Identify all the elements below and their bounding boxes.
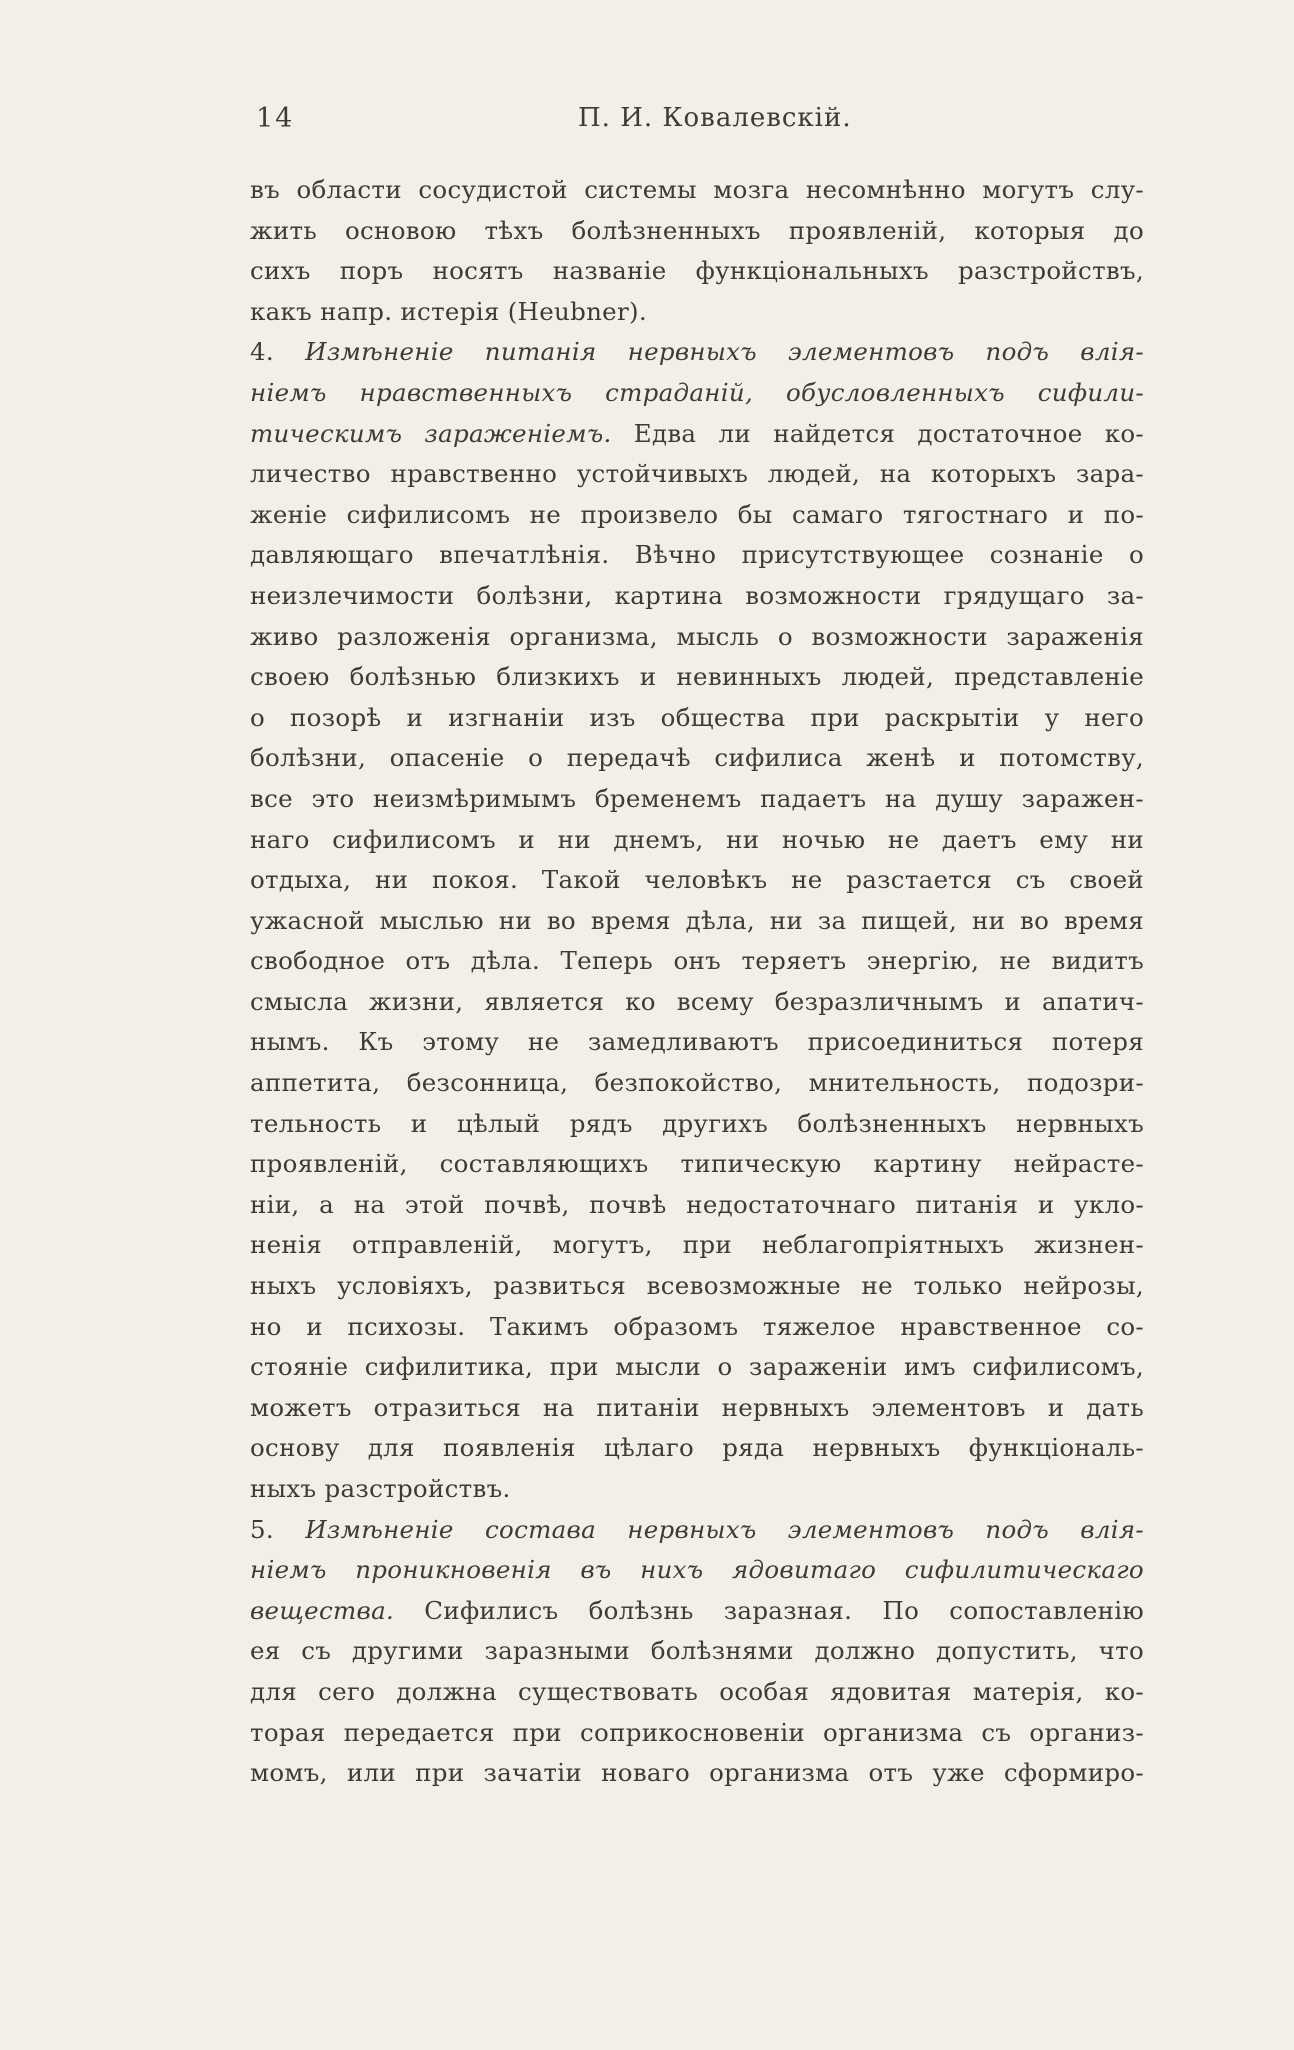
- text-line: [250, 1347, 1144, 1388]
- text-segment: Сифилисъ болѣзнь заразная. По сопоставленію: [394, 1595, 1144, 1625]
- text-line: [250, 211, 1144, 252]
- text-segment: торая передается при соприкосновеніи организма съ организ-: [250, 1717, 1144, 1747]
- text-line: [250, 292, 1144, 333]
- text-segment: въ области сосудистой системы мозга несомнѣнно могутъ слу-: [250, 175, 1144, 204]
- italic-heading-segment: ніемъ нравственныхъ страданій, обусловленныхъ сифили-: [250, 377, 1144, 407]
- text-line: [250, 1510, 1144, 1551]
- text-line: [250, 738, 1144, 779]
- page-number: 14: [256, 103, 295, 134]
- text-line: [250, 1104, 1144, 1145]
- text-line: [250, 1631, 1144, 1672]
- text-segment: своею болѣзнью близкихъ и невинныхъ людей, представленіе: [250, 662, 1144, 692]
- body-text: [250, 170, 1144, 1794]
- text-line: [250, 1022, 1144, 1063]
- text-segment: ненія отправленій, могутъ, при неблагопріятныхъ жизнен-: [250, 1230, 1144, 1260]
- text-line: [250, 617, 1144, 658]
- text-line: [250, 901, 1144, 942]
- text-segment: ныхъ разстройствъ.: [250, 1474, 511, 1503]
- text-segment: наго сифилисомъ и ни днемъ, ни ночью не даетъ ему ни: [250, 824, 1144, 854]
- text-segment: сихъ поръ носятъ названіе функціональныхъ разстройствъ,: [250, 256, 1144, 286]
- text-line: [250, 982, 1144, 1023]
- text-segment: какъ напр. истерія (Heubner).: [250, 296, 647, 326]
- text-segment: ніи, а на этой почвѣ, почвѣ недостаточнаго питанія и укло-: [250, 1189, 1144, 1219]
- italic-heading-segment: Измѣненіе питанія нервныхъ элементовъ подъ влія-: [305, 337, 1144, 367]
- text-line: [250, 1672, 1144, 1713]
- running-title: П. И. Ковалевскій.: [578, 103, 852, 133]
- text-line: [250, 860, 1144, 901]
- text-line: [250, 779, 1144, 820]
- text-segment: проявленій, составляющихъ типическую картину нейрасте-: [250, 1149, 1144, 1179]
- text-line: [250, 698, 1144, 739]
- text-line: [250, 1266, 1144, 1307]
- text-line: [250, 1591, 1144, 1632]
- text-line: [250, 373, 1144, 414]
- text-segment: 5.: [250, 1514, 306, 1544]
- text-segment: ужасной мыслью ни во время дѣла, ни за пищей, ни во время: [250, 905, 1144, 935]
- text-line: [250, 1225, 1144, 1266]
- text-segment: личество нравственно устойчивыхъ людей, на которыхъ зара-: [250, 459, 1144, 489]
- text-line: [250, 1753, 1144, 1794]
- text-line: [250, 576, 1144, 617]
- text-segment: ныхъ условіяхъ, развиться всевозможные не только нейрозы,: [250, 1271, 1144, 1301]
- text-segment: но и психозы. Такимъ образомъ тяжелое нравственное со-: [250, 1311, 1144, 1341]
- text-segment: ея съ другими заразными болѣзнями должно допустить, что: [250, 1636, 1144, 1666]
- text-line: [250, 1713, 1144, 1754]
- text-segment: живо разложенія организма, мысль о возможности зараженія: [250, 621, 1144, 651]
- text-line: [250, 170, 1144, 211]
- text-line: [250, 657, 1144, 698]
- text-segment: тельность и цѣлый рядъ другихъ болѣзненныхъ нервныхъ: [250, 1108, 1144, 1138]
- text-segment: для сего должна существовать особая ядовитая матерія, ко-: [250, 1676, 1144, 1706]
- text-segment: основу для появленія цѣлаго ряда нервныхъ функціональ-: [250, 1433, 1144, 1463]
- text-line: [250, 495, 1144, 536]
- text-line: [250, 454, 1144, 495]
- text-line: [250, 941, 1144, 982]
- text-line: [250, 1469, 1144, 1510]
- text-line: [250, 1307, 1144, 1348]
- text-segment: жить основою тѣхъ болѣзненныхъ проявленій, которыя до: [250, 215, 1144, 245]
- text-segment: женіе сифилисомъ не произвело бы самаго тягостнаго и по-: [250, 499, 1144, 529]
- text-line: [250, 414, 1144, 455]
- text-segment: Едва ли найдется достаточное ко-: [611, 418, 1144, 448]
- text-line: [250, 820, 1144, 861]
- text-segment: момъ, или при зачатіи новаго организма отъ уже сформиро-: [250, 1758, 1144, 1788]
- text-line: [250, 1185, 1144, 1226]
- text-line: [250, 1063, 1144, 1104]
- text-line: [250, 251, 1144, 292]
- text-line: [250, 1550, 1144, 1591]
- italic-heading-segment: Измѣненіе состава нервныхъ элементовъ подъ влія-: [305, 1514, 1144, 1544]
- text-line: [250, 535, 1144, 576]
- text-line: [250, 1428, 1144, 1469]
- text-segment: нымъ. Къ этому не замедливаютъ присоединиться потеря: [250, 1027, 1144, 1057]
- italic-heading-segment: вещества.: [250, 1595, 395, 1625]
- text-segment: болѣзни, опасеніе о передачѣ сифилиса женѣ и потомству,: [250, 743, 1144, 773]
- italic-heading-segment: тическимъ зараженіемъ.: [250, 418, 612, 448]
- text-line: [250, 332, 1144, 373]
- text-segment: свободное отъ дѣла. Теперь онъ теряетъ энергію, не видитъ: [250, 946, 1144, 976]
- text-segment: о позорѣ и изгнаніи изъ общества при раскрытіи у него: [250, 702, 1144, 732]
- running-head: [0, 103, 1294, 143]
- text-segment: аппетита, безсонница, безпокойство, мнительность, подозри-: [250, 1068, 1144, 1098]
- text-segment: стояніе сифилитика, при мысли о зараженіи имъ сифилисомъ,: [250, 1352, 1144, 1382]
- text-segment: неизлечимости болѣзни, картина возможности грядущаго за-: [250, 580, 1144, 610]
- text-segment: все это неизмѣримымъ бременемъ падаетъ на душу заражен-: [250, 783, 1144, 813]
- text-segment: 4.: [250, 337, 306, 367]
- text-segment: отдыха, ни покоя. Такой человѣкъ не разстается съ своей: [250, 865, 1144, 895]
- text-segment: смысла жизни, является ко всему безразличнымъ и апатич-: [250, 986, 1144, 1016]
- italic-heading-segment: ніемъ проникновенія въ нихъ ядовитаго сифилитическаго: [250, 1555, 1144, 1585]
- text-line: [250, 1388, 1144, 1429]
- text-segment: давляющаго впечатлѣнія. Вѣчно присутствующее сознаніе о: [250, 540, 1144, 570]
- text-line: [250, 1144, 1144, 1185]
- text-segment: можетъ отразиться на питаніи нервныхъ элементовъ и дать: [250, 1392, 1144, 1422]
